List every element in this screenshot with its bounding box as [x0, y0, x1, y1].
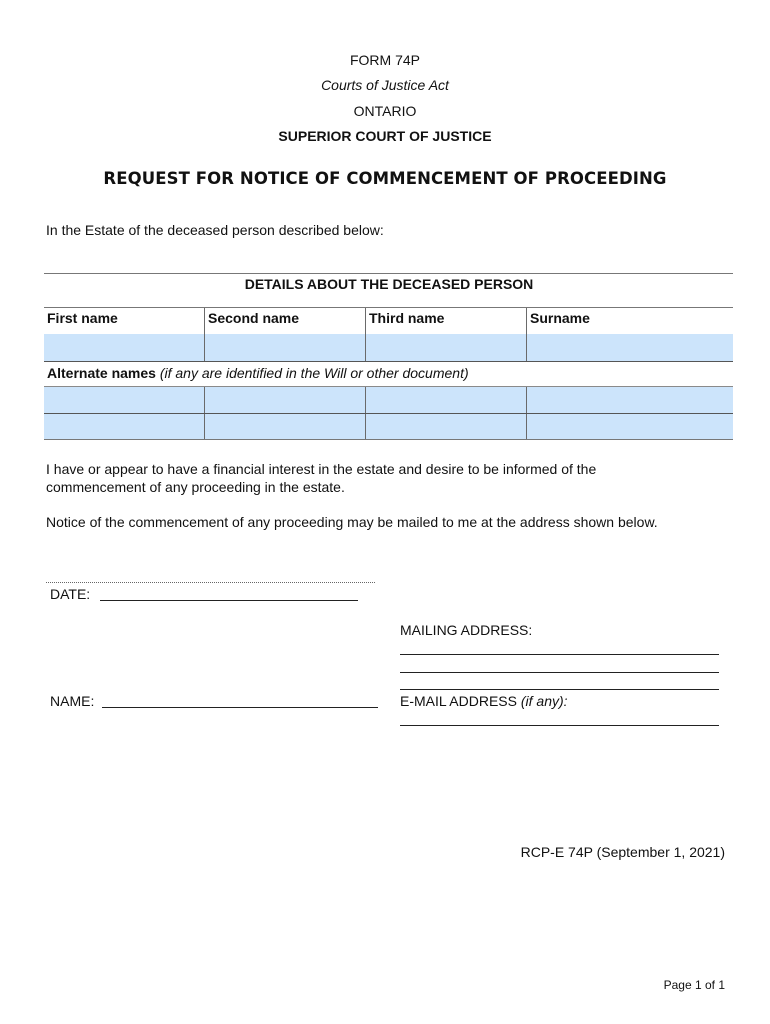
alternate-name-field[interactable]	[527, 414, 733, 440]
email-label-note: (if any):	[520, 693, 568, 709]
court-name: SUPERIOR COURT OF JUSTICE	[278, 128, 492, 144]
details-heading: DETAILS ABOUT THE DECEASED PERSON	[244, 276, 534, 292]
interest-statement: I have or appear to have a financial interest in the estate and desire to be informed of the commencement of any proceeding in the estate.	[46, 461, 597, 495]
alternate-name-field[interactable]	[527, 387, 733, 413]
column-surname: Surname	[530, 310, 590, 326]
form-identifier: RCP-E 74P (September 1, 2021)	[520, 844, 725, 860]
act-name: Courts of Justice Act	[321, 77, 449, 93]
alternate-names-label	[47, 365, 469, 381]
mailing-address-label: MAILING ADDRESS:	[400, 622, 533, 638]
second-name-field[interactable]	[205, 334, 366, 362]
name-field[interactable]	[102, 707, 378, 708]
mailing-address-line-3[interactable]	[400, 689, 719, 690]
third-name-field[interactable]	[366, 334, 527, 362]
alternate-name-field[interactable]	[366, 414, 527, 440]
alternate-name-field[interactable]	[205, 414, 366, 440]
email-address-label	[400, 693, 568, 709]
page-title: REQUEST FOR NOTICE OF COMMENCEMENT OF PROCEEDING	[103, 169, 667, 188]
alternate-name-field[interactable]	[366, 387, 527, 413]
alternate-name-field[interactable]	[205, 387, 366, 413]
column-third-name: Third name	[369, 310, 445, 326]
section-top-rule	[44, 273, 733, 274]
surname-field[interactable]	[527, 334, 733, 362]
mailing-address-line-2[interactable]	[400, 672, 719, 673]
date-label: DATE:	[50, 586, 91, 602]
column-second-name: Second name	[208, 310, 300, 326]
alternate-name-field[interactable]	[44, 387, 205, 413]
column-first-name: First name	[47, 310, 118, 326]
email-label-text: E-MAIL ADDRESS	[400, 693, 517, 709]
form-number: FORM 74P	[349, 52, 420, 68]
first-name-field[interactable]	[44, 334, 205, 362]
section-bottom-rule	[44, 439, 733, 440]
province: ONTARIO	[353, 103, 417, 119]
name-label: NAME:	[50, 693, 95, 709]
intro-text: In the Estate of the deceased person described below:	[46, 222, 384, 238]
mailing-address-line-1[interactable]	[400, 654, 719, 655]
date-field[interactable]	[100, 600, 358, 601]
dotted-separator	[46, 582, 375, 583]
mailing-statement: Notice of the commencement of any proceeding may be mailed to me at the address shown below.	[46, 514, 658, 530]
row-rule	[44, 361, 733, 362]
section-header-rule	[44, 307, 733, 308]
page-number: Page 1 of 1	[663, 978, 725, 992]
alternate-names-title: Alternate names	[47, 365, 156, 381]
alternate-names-note: (if any are identified in the Will or other document)	[159, 365, 469, 381]
email-address-field[interactable]	[400, 725, 719, 726]
alternate-name-field[interactable]	[44, 414, 205, 440]
